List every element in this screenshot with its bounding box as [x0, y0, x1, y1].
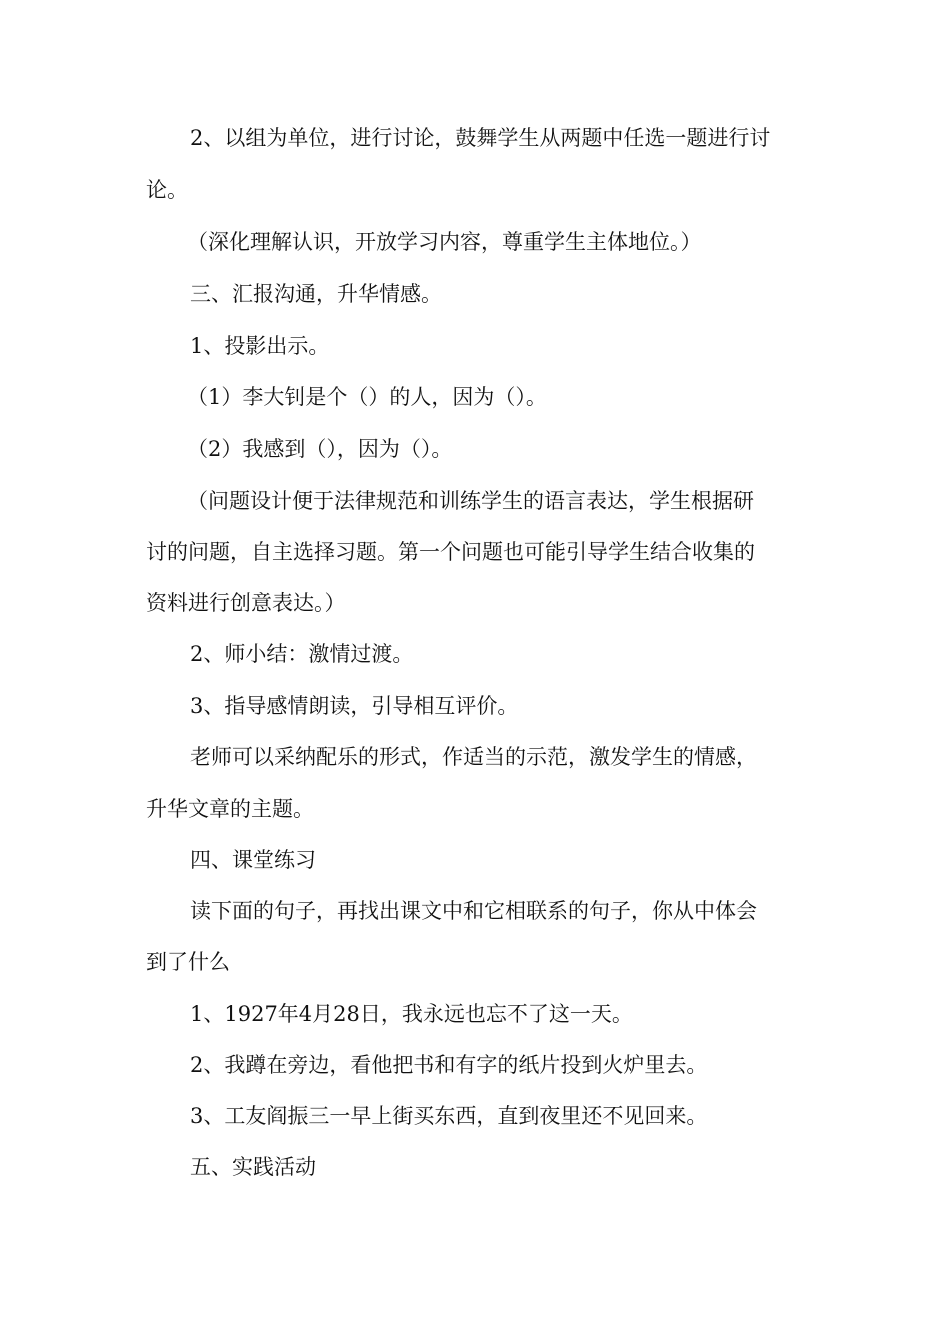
step-teacher-summary: 2、师小结：激情过渡。	[190, 642, 414, 666]
exercise-sentence-2: 2、我蹲在旁边，看他把书和有字的纸片投到火炉里去。	[190, 1053, 708, 1077]
paragraph-discussion-line-1: 2、以组为单位，进行讨论，鼓舞学生从两题中任选一题进行讨	[190, 126, 771, 150]
paragraph-exercise-line-2: 到了什么	[146, 950, 230, 974]
note-question-design-line-2: 讨的问题，自主选择习题。第一个问题也可能引导学生结合收集的	[146, 540, 755, 564]
exercise-sentence-3: 3、工友阎振三一早上街买东西，直到夜里还不见回来。	[190, 1104, 708, 1128]
section-heading-5: 五、实践活动	[190, 1155, 316, 1179]
question-2: （2）我感到（），因为（）。	[187, 437, 453, 461]
note-question-design-line-3: 资料进行创意表达。）	[146, 591, 346, 615]
paragraph-exercise-line-1: 读下面的句子，再找出课文中和它相联系的句子，你从中体会	[190, 899, 757, 923]
paragraph-music-line-2: 升华文章的主题。	[146, 797, 314, 821]
question-1: （1）李大钊是个（）的人，因为（）。	[187, 385, 547, 409]
paragraph-discussion-line-2: 论。	[146, 178, 188, 202]
note-deepen-understanding: （深化理解认识，开放学习内容，尊重学生主体地位。）	[187, 230, 702, 254]
note-question-design-line-1: （问题设计便于法律规范和训练学生的语言表达，学生根据研	[187, 489, 754, 513]
step-guided-reading: 3、指导感情朗读，引导相互评价。	[190, 694, 519, 718]
section-heading-3: 三、汇报沟通，升华情感。	[190, 282, 442, 306]
section-heading-4: 四、课堂练习	[190, 848, 316, 872]
exercise-sentence-1: 1、1927年4月28日，我永远也忘不了这一天。	[190, 1002, 633, 1026]
step-projection: 1、投影出示。	[190, 334, 330, 358]
paragraph-music-line-1: 老师可以采纳配乐的形式，作适当的示范，激发学生的情感，	[190, 745, 757, 769]
